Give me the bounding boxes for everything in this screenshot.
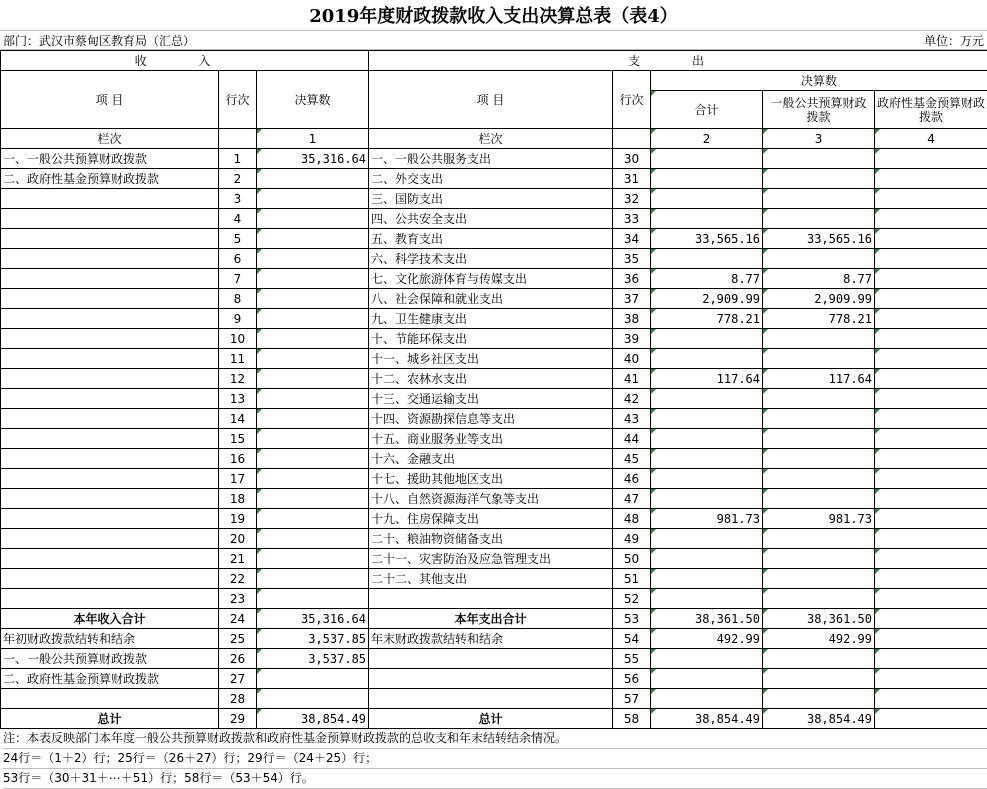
income-line-no-cell: 29 bbox=[219, 709, 257, 729]
expense-general-cell bbox=[763, 589, 875, 609]
income-line-no-cell: 16 bbox=[219, 449, 257, 469]
table-row bbox=[1, 329, 987, 349]
income-amount-header: 决算数 bbox=[257, 71, 369, 129]
income-amount-cell: 3,537.85 bbox=[257, 629, 369, 649]
expense-line-no-cell: 56 bbox=[613, 669, 651, 689]
income-amount-cell bbox=[257, 249, 369, 269]
table-row bbox=[1, 509, 987, 529]
expense-general-cell bbox=[763, 569, 875, 589]
expense-line-no-cell: 35 bbox=[613, 249, 651, 269]
income-line-no-cell: 28 bbox=[219, 689, 257, 709]
expense-general-cell bbox=[763, 149, 875, 169]
income-item-cell bbox=[1, 329, 219, 349]
expense-line-no-cell: 54 bbox=[613, 629, 651, 649]
income-section-header: 收 入 bbox=[1, 51, 369, 71]
column-header-row-1 bbox=[1, 71, 987, 91]
income-line-no-cell: 23 bbox=[219, 589, 257, 609]
income-amount-cell bbox=[257, 189, 369, 209]
expense-total-cell bbox=[651, 409, 763, 429]
income-line-no-cell: 1 bbox=[219, 149, 257, 169]
expense-fund-cell bbox=[875, 429, 987, 449]
expense-item-cell: 七、文化旅游体育与传媒支出 bbox=[369, 269, 613, 289]
note-line: 24行＝（1＋2）行；25行＝（26＋27）行；29行＝（24＋25）行； bbox=[3, 749, 987, 769]
expense-fund-cell bbox=[875, 589, 987, 609]
expense-general-cell bbox=[763, 449, 875, 469]
expense-line-no-cell: 45 bbox=[613, 449, 651, 469]
income-item-cell bbox=[1, 269, 219, 289]
income-item-cell bbox=[1, 489, 219, 509]
expense-general-cell: 778.21 bbox=[763, 309, 875, 329]
income-lancai-label: 栏次 bbox=[1, 129, 219, 149]
income-item-cell bbox=[1, 689, 219, 709]
income-item-cell bbox=[1, 189, 219, 209]
department-label: 部门：武汉市蔡甸区教育局（汇总） bbox=[3, 32, 195, 49]
notes-section bbox=[0, 729, 987, 789]
income-amount-cell bbox=[257, 549, 369, 569]
income-amount-cell bbox=[257, 169, 369, 189]
expense-fund-cell bbox=[875, 629, 987, 649]
expense-item-cell: 三、国防支出 bbox=[369, 189, 613, 209]
expense-total-cell: 38,854.49 bbox=[651, 709, 763, 729]
income-item-cell bbox=[1, 309, 219, 329]
expense-fund-cell bbox=[875, 649, 987, 669]
expense-line-no-cell: 47 bbox=[613, 489, 651, 509]
income-item-cell bbox=[1, 409, 219, 429]
expense-item-cell: 十三、交通运输支出 bbox=[369, 389, 613, 409]
income-amount-cell bbox=[257, 209, 369, 229]
income-item-cell: 一、一般公共预算财政拨款 bbox=[1, 149, 219, 169]
income-amount-cell bbox=[257, 369, 369, 389]
expense-fund-cell bbox=[875, 269, 987, 289]
expense-general-cell bbox=[763, 689, 875, 709]
expense-fund-cell bbox=[875, 549, 987, 569]
income-item-cell bbox=[1, 469, 219, 489]
income-amount-cell bbox=[257, 689, 369, 709]
income-line-no-cell: 2 bbox=[219, 169, 257, 189]
expense-line-no-cell: 48 bbox=[613, 509, 651, 529]
income-line-no-cell: 5 bbox=[219, 229, 257, 249]
income-line-no-cell: 20 bbox=[219, 529, 257, 549]
income-amount-cell: 35,316.64 bbox=[257, 149, 369, 169]
income-line-header: 行次 bbox=[219, 71, 257, 129]
expense-general-cell bbox=[763, 549, 875, 569]
expense-item-cell bbox=[369, 649, 613, 669]
expense-lancai-label: 栏次 bbox=[369, 129, 613, 149]
expense-fund-cell bbox=[875, 709, 987, 729]
income-line-no-cell: 24 bbox=[219, 609, 257, 629]
income-line-no-cell: 27 bbox=[219, 669, 257, 689]
expense-item-cell: 二十二、其他支出 bbox=[369, 569, 613, 589]
expense-total-cell bbox=[651, 169, 763, 189]
expense-fund-cell bbox=[875, 289, 987, 309]
table-row bbox=[1, 429, 987, 449]
expense-fund-cell bbox=[875, 689, 987, 709]
expense-total-cell bbox=[651, 489, 763, 509]
income-line-no-cell: 25 bbox=[219, 629, 257, 649]
expense-total-cell: 38,361.50 bbox=[651, 609, 763, 629]
expense-line-no-cell: 30 bbox=[613, 149, 651, 169]
income-amount-cell bbox=[257, 489, 369, 509]
income-item-cell bbox=[1, 429, 219, 449]
expense-general-cell bbox=[763, 389, 875, 409]
expense-item-cell bbox=[369, 589, 613, 609]
expense-item-cell: 年末财政拨款结转和结余 bbox=[369, 629, 613, 649]
expense-item-cell: 二十、粮油物资储备支出 bbox=[369, 529, 613, 549]
subtotal-header: 合计 bbox=[651, 91, 763, 129]
table-row bbox=[1, 669, 987, 689]
expense-fund-cell bbox=[875, 229, 987, 249]
expense-total-cell bbox=[651, 249, 763, 269]
expense-line-no-cell: 57 bbox=[613, 689, 651, 709]
table-row bbox=[1, 229, 987, 249]
table-row bbox=[1, 529, 987, 549]
income-line-no-cell: 3 bbox=[219, 189, 257, 209]
expense-general-cell bbox=[763, 649, 875, 669]
table-row bbox=[1, 169, 987, 189]
expense-fund-cell bbox=[875, 349, 987, 369]
table-row bbox=[1, 209, 987, 229]
income-line-no-cell: 21 bbox=[219, 549, 257, 569]
expense-general-cell bbox=[763, 669, 875, 689]
table-row bbox=[1, 609, 987, 629]
expense-fund-cell bbox=[875, 369, 987, 389]
expense-fund-cell bbox=[875, 149, 987, 169]
income-line-no-cell: 15 bbox=[219, 429, 257, 449]
expense-item-cell: 十七、援助其他地区支出 bbox=[369, 469, 613, 489]
income-item-cell bbox=[1, 209, 219, 229]
expense-line-no-cell: 53 bbox=[613, 609, 651, 629]
expense-item-cell: 二、外交支出 bbox=[369, 169, 613, 189]
income-item-cell bbox=[1, 229, 219, 249]
income-amount-cell bbox=[257, 229, 369, 249]
expense-fund-cell bbox=[875, 389, 987, 409]
table-row bbox=[1, 349, 987, 369]
col-index-1: 1 bbox=[257, 129, 369, 149]
expense-general-cell: 33,565.16 bbox=[763, 229, 875, 249]
general-budget-header: 一般公共预算财政拨款 bbox=[763, 91, 875, 129]
expense-line-no-cell: 49 bbox=[613, 529, 651, 549]
expense-total-cell bbox=[651, 689, 763, 709]
expense-section-header: 支 出 bbox=[369, 51, 987, 71]
income-amount-cell bbox=[257, 429, 369, 449]
fund-budget-header: 政府性基金预算财政拨款 bbox=[875, 91, 987, 129]
expense-item-cell: 十四、资源勘探信息等支出 bbox=[369, 409, 613, 429]
table-row bbox=[1, 149, 987, 169]
table-row bbox=[1, 629, 987, 649]
expense-fund-cell bbox=[875, 509, 987, 529]
income-item-cell bbox=[1, 509, 219, 529]
expense-general-cell bbox=[763, 409, 875, 429]
income-amount-cell: 38,854.49 bbox=[257, 709, 369, 729]
expense-total-cell bbox=[651, 329, 763, 349]
table-row bbox=[1, 389, 987, 409]
expense-total-cell: 2,909.99 bbox=[651, 289, 763, 309]
expense-item-cell: 十一、城乡社区支出 bbox=[369, 349, 613, 369]
expense-fund-cell bbox=[875, 469, 987, 489]
expense-general-cell bbox=[763, 429, 875, 449]
expense-item-cell: 十二、农林水支出 bbox=[369, 369, 613, 389]
expense-total-cell bbox=[651, 569, 763, 589]
expense-general-cell bbox=[763, 249, 875, 269]
income-item-cell bbox=[1, 389, 219, 409]
table-row bbox=[1, 449, 987, 469]
expense-general-cell: 38,854.49 bbox=[763, 709, 875, 729]
expense-item-cell: 六、科学技术支出 bbox=[369, 249, 613, 269]
expense-total-cell bbox=[651, 429, 763, 449]
expense-general-cell: 38,361.50 bbox=[763, 609, 875, 629]
table-row bbox=[1, 269, 987, 289]
expense-total-cell bbox=[651, 449, 763, 469]
income-line-no-cell: 22 bbox=[219, 569, 257, 589]
expense-item-cell: 五、教育支出 bbox=[369, 229, 613, 249]
expense-lancai-blank bbox=[613, 129, 651, 149]
expense-total-cell: 117.64 bbox=[651, 369, 763, 389]
expense-general-cell bbox=[763, 329, 875, 349]
income-line-no-cell: 19 bbox=[219, 509, 257, 529]
income-line-no-cell: 18 bbox=[219, 489, 257, 509]
income-item-cell bbox=[1, 529, 219, 549]
expense-line-header: 行次 bbox=[613, 71, 651, 129]
expense-item-cell: 一、一般公共服务支出 bbox=[369, 149, 613, 169]
income-line-no-cell: 17 bbox=[219, 469, 257, 489]
expense-line-no-cell: 44 bbox=[613, 429, 651, 449]
income-line-no-cell: 4 bbox=[219, 209, 257, 229]
expense-line-no-cell: 52 bbox=[613, 589, 651, 609]
meta-row bbox=[0, 31, 987, 50]
expense-fund-cell bbox=[875, 529, 987, 549]
expense-general-cell bbox=[763, 189, 875, 209]
income-amount-cell bbox=[257, 269, 369, 289]
expense-general-cell: 2,909.99 bbox=[763, 289, 875, 309]
expense-general-cell bbox=[763, 469, 875, 489]
expense-item-cell: 九、卫生健康支出 bbox=[369, 309, 613, 329]
table-row bbox=[1, 289, 987, 309]
title-row bbox=[0, 0, 987, 31]
expense-general-cell: 8.77 bbox=[763, 269, 875, 289]
expense-fund-cell bbox=[875, 329, 987, 349]
income-item-cell: 本年收入合计 bbox=[1, 609, 219, 629]
income-line-no-cell: 12 bbox=[219, 369, 257, 389]
income-item-cell bbox=[1, 549, 219, 569]
expense-fund-cell bbox=[875, 609, 987, 629]
income-item-cell bbox=[1, 289, 219, 309]
expense-line-no-cell: 33 bbox=[613, 209, 651, 229]
expense-item-cell: 本年支出合计 bbox=[369, 609, 613, 629]
col-index-3: 3 bbox=[763, 129, 875, 149]
unit-label: 单位：万元 bbox=[924, 32, 984, 49]
expense-fund-cell bbox=[875, 569, 987, 589]
expense-line-no-cell: 38 bbox=[613, 309, 651, 329]
income-item-cell bbox=[1, 569, 219, 589]
note-line: 注：本表反映部门本年度一般公共预算财政拨款和政府性基金预算财政拨款的总收支和年末结转结余情况。 bbox=[3, 729, 987, 749]
table-row bbox=[1, 409, 987, 429]
income-line-no-cell: 6 bbox=[219, 249, 257, 269]
income-line-no-cell: 14 bbox=[219, 409, 257, 429]
income-line-no-cell: 11 bbox=[219, 349, 257, 369]
expense-general-cell bbox=[763, 529, 875, 549]
note-line: 53行＝（30＋31＋⋯＋51）行；58行＝（53＋54）行。 bbox=[3, 769, 987, 789]
expense-line-no-cell: 51 bbox=[613, 569, 651, 589]
expense-total-cell bbox=[651, 189, 763, 209]
expense-line-no-cell: 31 bbox=[613, 169, 651, 189]
income-amount-cell bbox=[257, 589, 369, 609]
income-amount-cell bbox=[257, 309, 369, 329]
income-item-cell: 二、政府性基金预算财政拨款 bbox=[1, 669, 219, 689]
table-row bbox=[1, 189, 987, 209]
income-amount-cell: 3,537.85 bbox=[257, 649, 369, 669]
table-row bbox=[1, 689, 987, 709]
expense-total-cell: 492.99 bbox=[651, 629, 763, 649]
expense-fund-cell bbox=[875, 409, 987, 429]
expense-total-cell: 981.73 bbox=[651, 509, 763, 529]
income-lancai-blank bbox=[219, 129, 257, 149]
expense-total-cell bbox=[651, 649, 763, 669]
expense-fund-cell bbox=[875, 249, 987, 269]
income-amount-cell bbox=[257, 469, 369, 489]
income-amount-cell bbox=[257, 329, 369, 349]
table-row bbox=[1, 709, 987, 729]
expense-line-no-cell: 32 bbox=[613, 189, 651, 209]
income-amount-cell bbox=[257, 669, 369, 689]
table-row bbox=[1, 469, 987, 489]
expense-total-cell bbox=[651, 549, 763, 569]
expense-total-cell bbox=[651, 669, 763, 689]
income-item-cell: 年初财政拨款结转和结余 bbox=[1, 629, 219, 649]
income-amount-cell bbox=[257, 409, 369, 429]
expense-total-cell bbox=[651, 349, 763, 369]
table-row bbox=[1, 569, 987, 589]
col-index-4: 4 bbox=[875, 129, 987, 149]
expense-line-no-cell: 43 bbox=[613, 409, 651, 429]
expense-fund-cell bbox=[875, 169, 987, 189]
income-line-no-cell: 26 bbox=[219, 649, 257, 669]
income-line-no-cell: 8 bbox=[219, 289, 257, 309]
expense-line-no-cell: 34 bbox=[613, 229, 651, 249]
column-index-row bbox=[1, 129, 987, 149]
income-amount-cell bbox=[257, 389, 369, 409]
table-row bbox=[1, 249, 987, 269]
income-amount-cell bbox=[257, 449, 369, 469]
expense-total-cell bbox=[651, 209, 763, 229]
expense-total-cell bbox=[651, 389, 763, 409]
expense-total-cell: 778.21 bbox=[651, 309, 763, 329]
col-index-2: 2 bbox=[651, 129, 763, 149]
expense-total-cell: 33,565.16 bbox=[651, 229, 763, 249]
table-row bbox=[1, 589, 987, 609]
income-item-cell bbox=[1, 449, 219, 469]
income-amount-cell bbox=[257, 289, 369, 309]
expense-item-cell: 二十一、灾害防治及应急管理支出 bbox=[369, 549, 613, 569]
income-item-cell: 一、一般公共预算财政拨款 bbox=[1, 649, 219, 669]
expense-general-cell bbox=[763, 489, 875, 509]
expense-total-cell bbox=[651, 469, 763, 489]
income-amount-cell bbox=[257, 349, 369, 369]
section-header-row bbox=[1, 51, 987, 71]
income-item-cell bbox=[1, 589, 219, 609]
expense-line-no-cell: 42 bbox=[613, 389, 651, 409]
expense-item-cell: 十六、金融支出 bbox=[369, 449, 613, 469]
expense-line-no-cell: 50 bbox=[613, 549, 651, 569]
expense-general-cell bbox=[763, 349, 875, 369]
expense-line-no-cell: 46 bbox=[613, 469, 651, 489]
expense-fund-cell bbox=[875, 669, 987, 689]
table-row bbox=[1, 549, 987, 569]
expense-item-cell: 十九、住房保障支出 bbox=[369, 509, 613, 529]
expense-line-no-cell: 40 bbox=[613, 349, 651, 369]
expense-item-cell: 十八、自然资源海洋气象等支出 bbox=[369, 489, 613, 509]
expense-fund-cell bbox=[875, 309, 987, 329]
expense-item-cell: 八、社会保障和就业支出 bbox=[369, 289, 613, 309]
income-line-no-cell: 7 bbox=[219, 269, 257, 289]
expense-line-no-cell: 55 bbox=[613, 649, 651, 669]
expense-total-cell bbox=[651, 589, 763, 609]
budget-table bbox=[0, 50, 987, 729]
expense-general-cell bbox=[763, 209, 875, 229]
income-amount-cell bbox=[257, 569, 369, 589]
expense-fund-cell bbox=[875, 209, 987, 229]
income-amount-cell bbox=[257, 529, 369, 549]
table-row bbox=[1, 649, 987, 669]
expense-line-no-cell: 39 bbox=[613, 329, 651, 349]
expense-amount-group-header: 决算数 bbox=[651, 71, 987, 91]
income-line-no-cell: 13 bbox=[219, 389, 257, 409]
expense-general-cell: 117.64 bbox=[763, 369, 875, 389]
expense-item-cell: 总计 bbox=[369, 709, 613, 729]
income-item-cell bbox=[1, 249, 219, 269]
expense-line-no-cell: 58 bbox=[613, 709, 651, 729]
income-item-cell bbox=[1, 369, 219, 389]
expense-total-cell: 8.77 bbox=[651, 269, 763, 289]
table-row bbox=[1, 369, 987, 389]
expense-item-cell: 十五、商业服务业等支出 bbox=[369, 429, 613, 449]
expense-total-cell bbox=[651, 149, 763, 169]
expense-fund-cell bbox=[875, 489, 987, 509]
table-row bbox=[1, 309, 987, 329]
expense-line-no-cell: 36 bbox=[613, 269, 651, 289]
report-title: 2019年度财政拨款收入支出决算总表（表4） bbox=[309, 2, 678, 28]
expense-item-cell bbox=[369, 689, 613, 709]
income-item-cell bbox=[1, 349, 219, 369]
income-item-cell: 二、政府性基金预算财政拨款 bbox=[1, 169, 219, 189]
income-line-no-cell: 9 bbox=[219, 309, 257, 329]
expense-item-cell: 十、节能环保支出 bbox=[369, 329, 613, 349]
expense-general-cell: 981.73 bbox=[763, 509, 875, 529]
expense-line-no-cell: 41 bbox=[613, 369, 651, 389]
expense-general-cell: 492.99 bbox=[763, 629, 875, 649]
expense-fund-cell bbox=[875, 189, 987, 209]
income-line-no-cell: 10 bbox=[219, 329, 257, 349]
expense-item-cell bbox=[369, 669, 613, 689]
expense-item-header: 项 目 bbox=[369, 71, 613, 129]
expense-total-cell bbox=[651, 529, 763, 549]
income-amount-cell bbox=[257, 509, 369, 529]
expense-line-no-cell: 37 bbox=[613, 289, 651, 309]
income-amount-cell: 35,316.64 bbox=[257, 609, 369, 629]
expense-general-cell bbox=[763, 169, 875, 189]
expense-item-cell: 四、公共安全支出 bbox=[369, 209, 613, 229]
table-row bbox=[1, 489, 987, 509]
income-item-cell: 总计 bbox=[1, 709, 219, 729]
income-item-header: 项 目 bbox=[1, 71, 219, 129]
expense-fund-cell bbox=[875, 449, 987, 469]
